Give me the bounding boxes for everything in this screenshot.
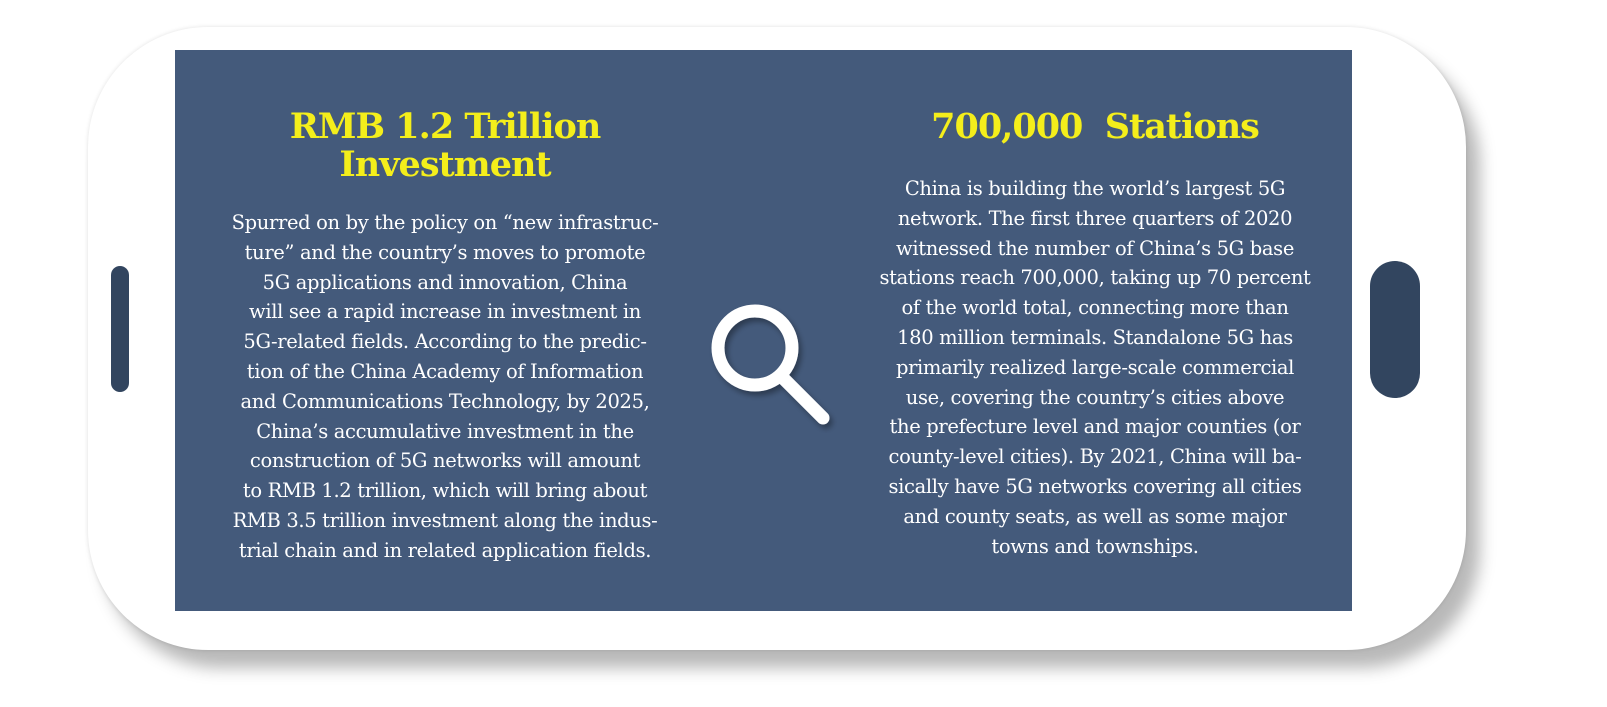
body-line: network. The first three quarters of 2020 <box>897 206 1293 230</box>
body-line: and Communications Technology, by 2025, <box>240 389 650 413</box>
phone-side-button-right <box>1370 261 1420 398</box>
body-line: trial chain and in related application fields. <box>238 538 652 562</box>
stations-column <box>860 108 1330 561</box>
body-line: 5G-related fields. According to the predic- <box>243 330 647 354</box>
body-line: China is building the world’s largest 5G <box>904 177 1286 200</box>
search-icon <box>705 298 840 433</box>
body-line: will see a rapid increase in investment in <box>249 300 641 324</box>
stations-body <box>860 174 1330 561</box>
body-line: ture” and the country’s moves to promote <box>244 240 646 264</box>
investment-body <box>215 208 675 566</box>
body-line: and county seats, as well as some major <box>903 504 1287 528</box>
body-line: primarily realized large-scale commercial <box>895 355 1295 379</box>
body-line: sically have 5G networks covering all cities <box>888 474 1302 498</box>
body-line: the prefecture level and major counties (or <box>889 415 1301 439</box>
body-line: witnessed the number of China’s 5G base <box>895 236 1295 260</box>
body-line: stations reach 700,000, taking up 70 percent <box>879 266 1311 290</box>
title-line: Investment <box>339 144 551 185</box>
body-line: county-level cities). By 2021, China will ba- <box>888 445 1302 469</box>
body-line: towns and townships. <box>991 534 1199 558</box>
phone-side-button-left <box>111 266 129 392</box>
title-line: 700,000 Stations <box>931 106 1259 147</box>
body-line: use, covering the country’s cities above <box>905 385 1285 409</box>
body-line: of the world total, connecting more than <box>901 296 1289 320</box>
body-line: 180 million terminals. Standalone 5G has <box>897 325 1293 349</box>
body-line: RMB 3.5 trillion investment along the indus- <box>232 508 658 532</box>
body-line: to RMB 1.2 trillion, which will bring about <box>242 479 648 503</box>
investment-column <box>215 108 675 566</box>
body-line: Spurred on by the policy on “new infrastruc- <box>231 211 659 234</box>
body-line: China’s accumulative investment in the <box>256 419 634 443</box>
title-line: RMB 1.2 Trillion <box>289 106 601 147</box>
body-line: tion of the China Academy of Information <box>246 359 644 383</box>
investment-title <box>215 108 675 184</box>
body-line: 5G applications and innovation, China <box>262 270 628 294</box>
body-line: construction of 5G networks will amount <box>249 449 641 473</box>
stations-title <box>860 108 1330 146</box>
